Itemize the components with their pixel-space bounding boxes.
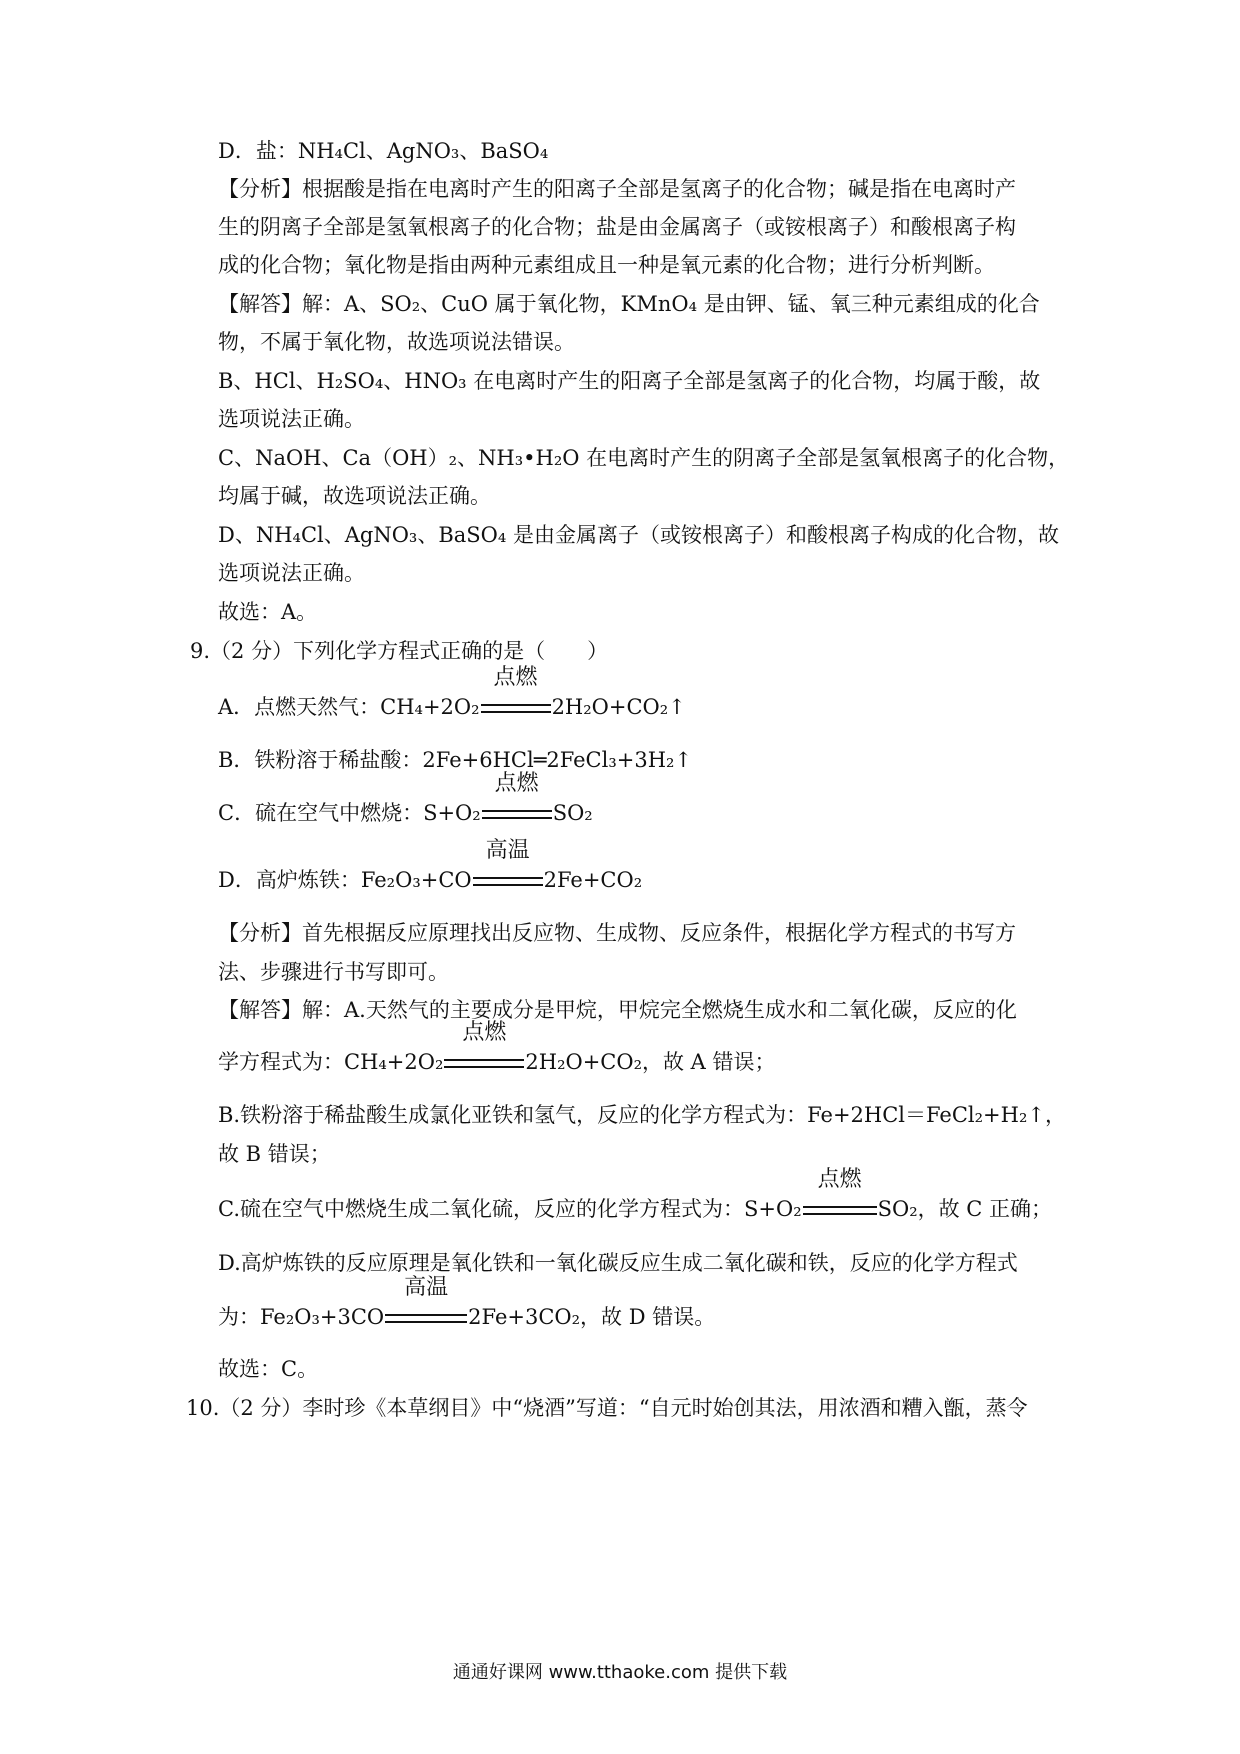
reaction-condition: 高温 — [485, 838, 530, 863]
reaction-arrow — [803, 1167, 877, 1224]
answer-line-5: C、NaOH、Ca（OH）₂、NH₃•H₂O 在电离时产生的阴离子全部是氢氧根离子的化合物， — [218, 446, 1070, 470]
reaction-arrow — [444, 1020, 524, 1077]
equation-right: SO₂，故 C 正确； — [877, 1197, 1053, 1221]
analysis-line-3: 成的化合物；氧化物是指由两种元素组成且一种是氧元素的化合物；进行分析判断。 — [218, 253, 995, 277]
page-footer: 通通好课网 www.tthaoke.com 提供下载 — [452, 1662, 788, 1683]
reaction-arrow — [482, 771, 552, 828]
analysis-line-1: 【分析】根据酸是指在电离时产生的阳离子全部是氢离子的化合物；碱是指在电离时产 — [218, 177, 1016, 201]
equation-right: 2Fe+CO₂ — [543, 868, 643, 892]
equation-left: A．点燃天然气：CH₄+2O₂ — [218, 695, 480, 719]
equation-right: 2Fe+3CO₂，故 D 错误。 — [468, 1305, 716, 1329]
q9-answer-line-6: D.高炉炼铁的反应原理是氧化铁和一氧化碳反应生成二氧化碳和铁，反应的化学方程式 — [218, 1251, 1018, 1275]
answer-line-7: D、NH₄Cl、AgNO₃、BaSO₄ 是由金属离子（或铵根离子）和酸根离子构成的化合物，故 — [218, 523, 1059, 547]
answer-choice: 故选：A。 — [218, 600, 318, 624]
reaction-condition: 点燃 — [817, 1167, 862, 1192]
q9-answer-line-4: 故 B 错误； — [218, 1142, 331, 1166]
question-9-option-a — [218, 665, 1058, 722]
q9-analysis-line-1: 【分析】首先根据反应原理找出反应物、生成物、反应条件，根据化学方程式的书写方 — [218, 921, 1016, 945]
reaction-condition: 点燃 — [494, 771, 539, 796]
reaction-arrow — [481, 665, 551, 722]
question-10-title: 10.（2 分）李时珍《本草纲目》中“烧酒”写道：“自元时始创其法，用浓酒和糟入甑，蒸令 — [186, 1396, 1028, 1420]
q9-answer-line-1: 【解答】解：A.天然气的主要成分是甲烷，甲烷完全燃烧生成水和二氧化碳，反应的化 — [218, 998, 1017, 1022]
answer-line-3: B、HCl、H₂SO₄、HNO₃ 在电离时产生的阳离子全部是氢离子的化合物，均属于酸，故 — [218, 369, 1041, 393]
equation-left: C．硫在空气中燃烧：S+O₂ — [218, 801, 481, 825]
equation-left: 学方程式为：CH₄+2O₂ — [218, 1050, 444, 1074]
reaction-arrow — [473, 838, 543, 895]
answer-line-8: 选项说法正确。 — [218, 561, 365, 585]
reaction-condition: 点燃 — [493, 665, 538, 690]
question-9-title: 9.（2 分）下列化学方程式正确的是（ ） — [190, 639, 609, 663]
q9-answer-choice: 故选：C。 — [218, 1357, 319, 1381]
equation-right: SO₂ — [552, 801, 593, 825]
q9-answer-line-5 — [218, 1167, 1058, 1224]
answer-line-1: 【解答】解：A、SO₂、CuO 属于氧化物，KMnO₄ 是由钾、锰、氧三种元素组成的化合 — [218, 292, 1040, 316]
answer-line-6: 均属于碱，故选项说法正确。 — [218, 484, 491, 508]
equation-right: 2H₂O+CO₂↑ — [551, 695, 686, 719]
question-9-option-d — [218, 838, 1058, 895]
q9-analysis-line-2: 法、步骤进行书写即可。 — [218, 960, 449, 984]
reaction-arrow — [385, 1275, 467, 1332]
analysis-line-2: 生的阴离子全部是氢氧根离子的化合物；盐是由金属离子（或铵根离子）和酸根离子构 — [218, 215, 1016, 239]
q9-answer-line-3: B.铁粉溶于稀盐酸生成氯化亚铁和氢气，反应的化学方程式为：Fe+2HCl＝FeCl₂+H₂↑， — [218, 1103, 1066, 1127]
equation-left: D．高炉炼铁：Fe₂O₃+CO — [218, 868, 472, 892]
reaction-condition: 高温 — [404, 1275, 449, 1300]
q9-answer-line-2 — [218, 1020, 1058, 1077]
equation-left: 为：Fe₂O₃+3CO — [218, 1305, 385, 1329]
answer-line-4: 选项说法正确。 — [218, 407, 365, 431]
equation-right: 2H₂O+CO₂，故 A 错误； — [525, 1050, 776, 1074]
question-9-option-c — [218, 771, 1058, 828]
option-d-salt: D．盐：NH₄Cl、AgNO₃、BaSO₄ — [218, 139, 549, 163]
q9-answer-line-7 — [218, 1275, 1058, 1332]
equation-left: C.硫在空气中燃烧生成二氧化硫，反应的化学方程式为：S+O₂ — [218, 1197, 802, 1221]
answer-line-2: 物，不属于氧化物，故选项说法错误。 — [218, 330, 575, 354]
reaction-condition: 点燃 — [462, 1020, 507, 1045]
question-9-option-b: B．铁粉溶于稀盐酸：2Fe+6HCl═2FeCl₃+3H₂↑ — [218, 748, 693, 772]
